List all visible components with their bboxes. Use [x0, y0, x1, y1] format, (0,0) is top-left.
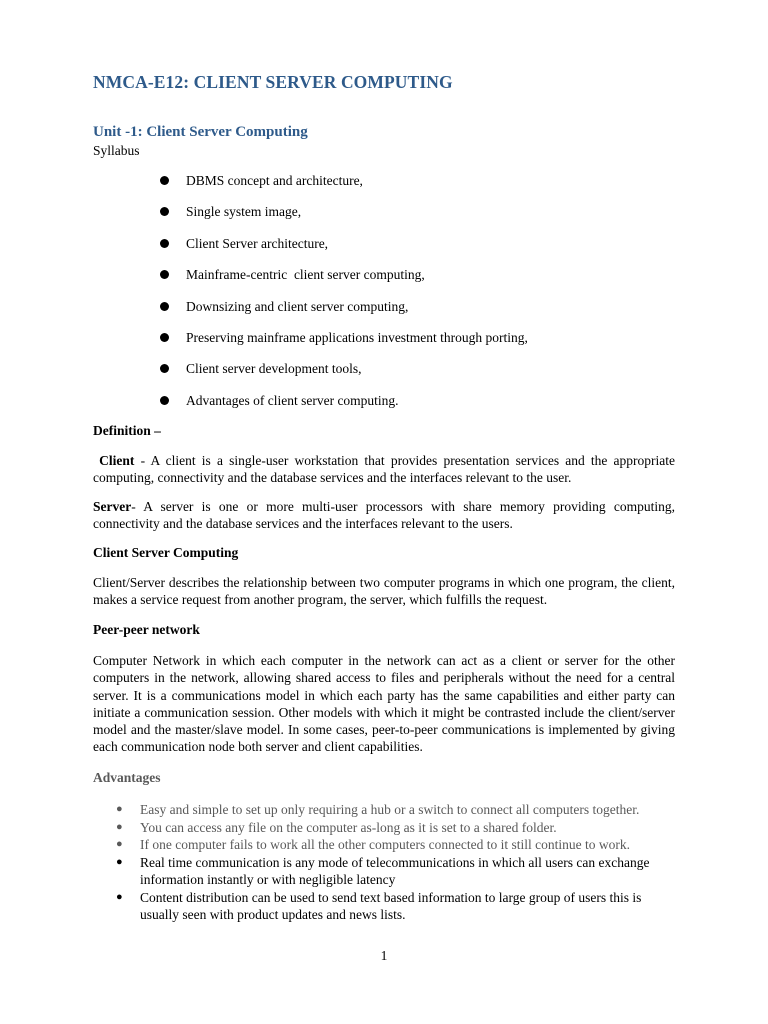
- bullet-icon: [160, 302, 169, 311]
- syllabus-item: Client server development tools,: [160, 357, 720, 388]
- client-definition: [93, 453, 675, 486]
- bullet-icon: [160, 207, 169, 216]
- syllabus-item: Client Server architecture,: [160, 232, 720, 263]
- bullet-icon: [160, 364, 169, 373]
- bullet-icon: [160, 333, 169, 342]
- bullet-icon: [160, 239, 169, 248]
- advantage-item: ● Real time communication is any mode of telecommunications in which all users can exchange information instantly or with negligible latency: [116, 854, 650, 887]
- advantage-item: ● Content distribution can be used to send text based information to large group of users this is usually seen with product updates and news lists.: [116, 889, 642, 922]
- syllabus-item: DBMS concept and architecture,: [160, 169, 720, 200]
- bullet-icon: [160, 176, 169, 185]
- client-term: Client: [99, 453, 135, 468]
- peer-peer-text: Computer Network in which each computer in the network can act as a client or server for the other computers in the network, allowing shared access to files and peripherals without the need for a central server. It is a communications model in which each party has the same capabilities and either party can initiate a communication session. Other models with which it might be contrasted include the client/server model and the master/slave model. In some cases, peer-to-peer communications is implemented by giving each communication node both server and client capabilities.: [93, 653, 675, 755]
- bullet-icon: ●: [116, 803, 123, 815]
- document-title: NMCA-E12: CLIENT SERVER COMPUTING: [93, 72, 453, 92]
- syllabus-item: Mainframe-centric client server computing,: [160, 263, 720, 294]
- client-definition-text: - A client is a single-user workstation that provides presentation services and the appropriate computing, connectivity and the database services and the interfaces relevant to the user.: [93, 453, 676, 485]
- bullet-icon: ●: [116, 838, 123, 850]
- unit-heading: Unit -1: Client Server Computing: [93, 124, 308, 140]
- peer-peer-heading: Peer-peer network: [93, 622, 200, 637]
- advantages-list: [114, 801, 675, 924]
- page-number: 1: [380, 948, 388, 963]
- server-definition: [93, 499, 675, 532]
- server-definition-text: - A server is one or more multi-user processors with share memory providing computing, connectivity and the database services and the interfaces relevant to the users.: [93, 499, 675, 531]
- advantage-item: ● Easy and simple to set up only requiring a hub or a switch to connect all computers together.: [116, 802, 640, 817]
- advantages-heading: Advantages: [93, 770, 161, 785]
- syllabus-item: Downsizing and client server computing,: [160, 295, 720, 326]
- client-server-computing-text: Client/Server describes the relationship between two computer programs in which one program, the client, makes a service request from another program, the server, which fulfills the request.: [93, 575, 675, 607]
- bullet-icon: [160, 270, 169, 279]
- advantage-item: ● You can access any file on the computer as-long as it is set to a shared folder.: [116, 819, 557, 835]
- client-server-computing-heading: Client Server Computing: [93, 545, 239, 560]
- advantage-item: ● If one computer fails to work all the other computers connected to it still continue to work.: [116, 837, 630, 852]
- bullet-icon: [160, 396, 169, 405]
- server-term: Server: [93, 499, 132, 514]
- syllabus-list: [160, 169, 720, 420]
- syllabus-item: Preserving mainframe applications investment through porting,: [160, 326, 720, 357]
- definition-heading: Definition –: [93, 423, 161, 438]
- syllabus-item: Advantages of client server computing.: [160, 389, 720, 420]
- bullet-icon: ●: [116, 890, 123, 903]
- syllabus-label: Syllabus: [93, 143, 140, 158]
- syllabus-item: Single system image,: [160, 200, 720, 231]
- bullet-icon: ●: [116, 820, 123, 833]
- bullet-icon: ●: [116, 855, 123, 868]
